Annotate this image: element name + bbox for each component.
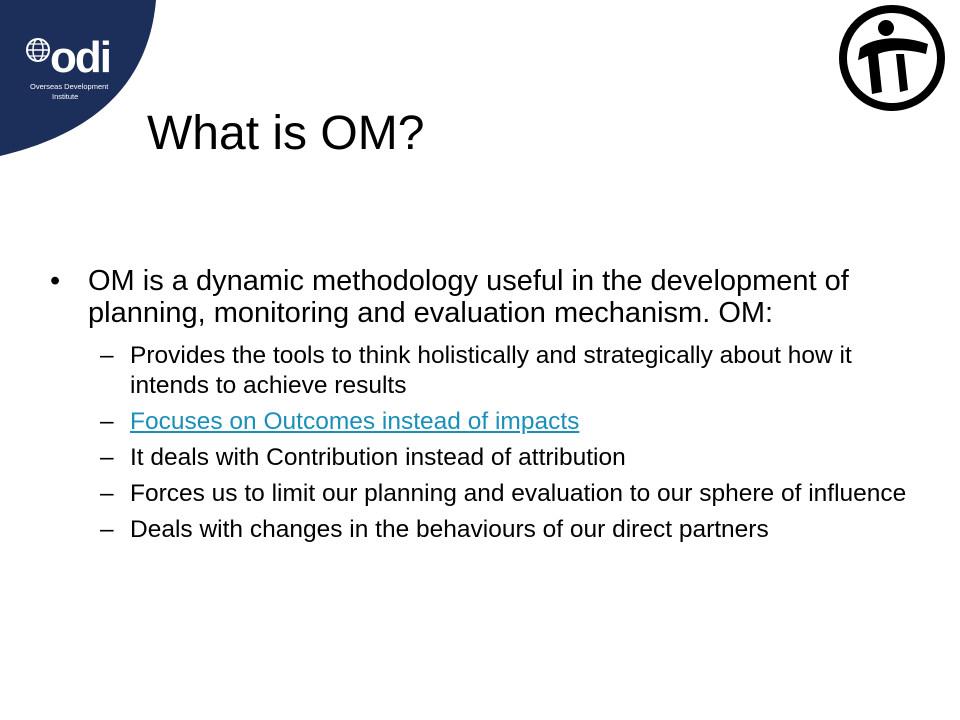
slide-content: [50, 265, 930, 551]
odi-subtitle-line2: Institute: [52, 92, 79, 101]
sub-bullet-list: [100, 341, 930, 545]
sub-bullet-item: [100, 341, 930, 401]
bullet-marker: •: [50, 265, 61, 297]
odi-logo-panel: [0, 0, 160, 156]
sub-bullet-item: [100, 407, 930, 437]
sub-bullet-item: [100, 443, 930, 473]
globe-icon: [26, 38, 50, 62]
transparency-international-logo-icon: [838, 4, 946, 112]
dash-marker: –: [100, 408, 114, 435]
dash-marker: –: [100, 444, 114, 471]
sub-bullet-text: Provides the tools to think holistically and strategically about how it intends to achieve results: [130, 342, 852, 399]
dash-marker: –: [100, 480, 114, 507]
sub-bullet-text: It deals with Contribution instead of attribution: [130, 444, 626, 471]
slide-title: What is OM?: [147, 107, 425, 160]
sub-bullet-text: Forces us to limit our planning and evaluation to our sphere of influence: [130, 480, 907, 507]
outcomes-link[interactable]: Focuses on Outcomes instead of impacts: [130, 408, 580, 435]
odi-subtitle-line1: Overseas Development: [30, 82, 109, 91]
sub-bullet-item: [100, 479, 930, 509]
main-bullet-text: OM is a dynamic methodology useful in the development of planning, monitoring and evaluation mechanism. OM:: [88, 265, 849, 329]
odi-wordmark: odi: [50, 33, 110, 82]
sub-bullet-text: Deals with changes in the behaviours of our direct partners: [130, 516, 769, 543]
main-bullet: [50, 265, 930, 329]
dash-marker: –: [100, 516, 114, 543]
odi-subtitle: [30, 82, 140, 102]
dash-marker: –: [100, 342, 114, 369]
sub-bullet-item: [100, 515, 930, 545]
